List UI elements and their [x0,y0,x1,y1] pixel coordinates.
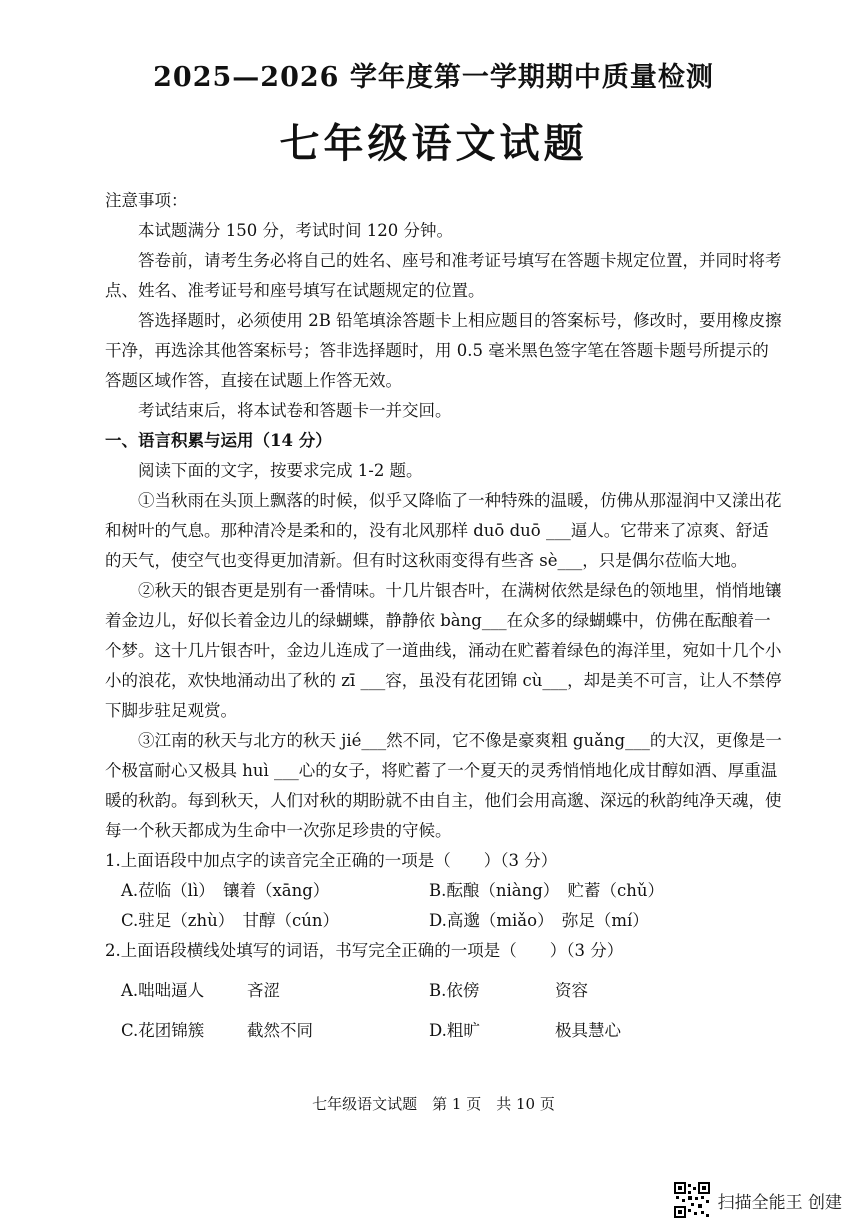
question-2-options-row [105,1016,785,1046]
scanner-watermark [674,1182,842,1218]
option-a-word2: 吝涩 [247,981,280,1000]
passage-paragraph-2: ②秋天的银杏更是别有一番情味。十几片银杏叶，在满树依然是绿色的领地里，悄悄地镶着金边儿，好似长着金边儿的绿蝴蝶，静静依 bàng___在众多的绿蝴蝶中，仿佛在酝酿着一个梦。这十几片银杏叶，金边儿连成了一道曲线，涌动在贮蓄着绿色的海洋里，宛如十几个小小的浪花，欢快地涌动出了秋的 zī ___容，虽没有花团锦 cù___，却是美不可言，让人不禁停下脚步驻足观赏。 [105,581,782,720]
watermark-text: 扫描全能王 创建 [717,1192,842,1213]
passage-paragraph-1: ①当秋雨在头顶上飘落的时候，似乎又降临了一种特殊的温暖，仿佛从那湿润中又漾出花和树叶的气息。那种清冷是柔和的，没有北风那样 duō duō ___逼人。它带来了凉爽、舒适的天气，使空气也变得更加清新。但有时这秋雨变得有些吝 sè___，只是偶尔莅临大地。 [105,491,782,570]
section-instruction: 阅读下面的文字，按要求完成 1-2 题。 [138,461,423,480]
question-1-options-row [105,876,785,906]
passage-paragraph-3: ③江南的秋天与北方的秋天 jié___然不同，它不像是豪爽粗 guǎng___的大汉，更像是一个极富耐心又极具 huì ___心的女子，将贮蓄了一个夏天的灵秀悄悄地化成甘醇如酒、厚重温暖的秋韵。每到秋天，人们对秋的期盼就不由自主，他们会用高邈、深远的秋韵纯净天魂，使每一个秋天都成为生命中一次弥足珍贵的守候。 [105,731,782,840]
question-2-stem: 2.上面语段横线处填写的词语，书写完全正确的一项是（ ）（3 分） [105,941,624,960]
option-d: D.粗旷 [429,1021,480,1040]
option-c-word2: 截然不同 [247,1021,313,1040]
exam-subtitle: 七年级语文试题 [279,120,588,167]
notice-heading: 注意事项： [105,191,188,210]
question-1-options-row [105,906,785,936]
option-d: D.高邈（miǎo） 弥足（mí） [429,911,649,930]
page-footer: 七年级语文试题 第 1 页 共 10 页 [312,1095,555,1113]
notice-item: 答选择题时，必须使用 2B 铅笔填涂答题卡上相应题目的答案标号，修改时，要用橡皮擦干净，再选涂其他答案标号；答非选择题时，用 0.5 毫米黑色签字笔在答题卡题号所提示的答题区域作答，直接在试题上作答无效。 [105,311,782,390]
option-b: B.依傍 [429,981,480,1000]
option-a: A.莅临（lì） 镶着（xāng） [121,881,330,900]
notice-item: 答卷前，请考生务必将自己的姓名、座号和准考证号填写在答题卡规定位置，并同时将考点、姓名、准考证号和座号填写在试题规定的位置。 [105,251,782,300]
question-1-stem: 1.上面语段中加点字的读音完全正确的一项是（ ）（3 分） [105,851,558,870]
option-c: C.驻足（zhù） 甘醇（cún） [121,911,339,930]
option-a: A.咄咄逼人 [121,981,205,1000]
section-heading: 一、语言积累与运用（14 分） [105,431,332,450]
option-b-word2: 资容 [555,981,588,1000]
notice-item: 考试结束后，将本试卷和答题卡一并交回。 [138,401,452,420]
exam-body [105,186,785,1046]
exam-title: 2025—2026 学年度第一学期期中质量检测 [153,62,714,93]
notice-item: 本试题满分 150 分，考试时间 120 分钟。 [138,221,453,240]
option-d-word2: 极具慧心 [555,1021,621,1040]
option-b: B.酝酿（niàng） 贮蓄（chǔ） [429,881,665,900]
question-2-options-row [105,976,785,1006]
option-c: C.花团锦簇 [121,1021,205,1040]
qr-code-icon [674,1182,710,1218]
